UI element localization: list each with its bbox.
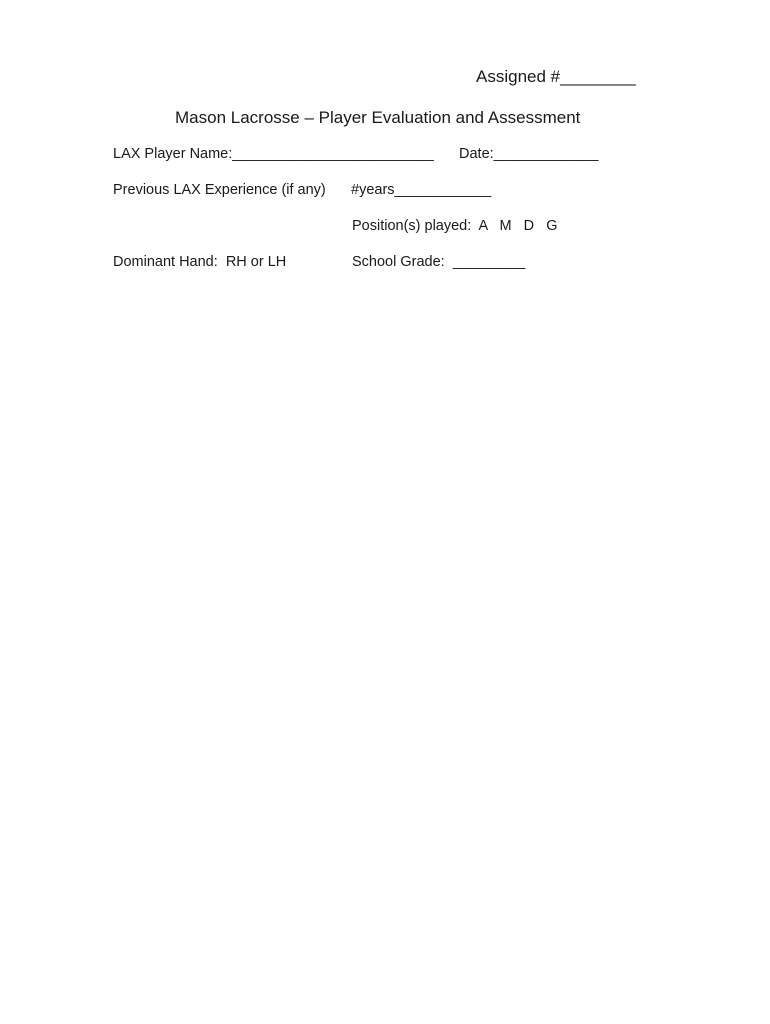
school-grade-field: School Grade: _________ bbox=[352, 254, 526, 270]
date-field: Date:_____________ bbox=[459, 146, 599, 162]
years-field: #years____________ bbox=[351, 182, 492, 198]
page-title: Mason Lacrosse – Player Evaluation and Assessment bbox=[175, 108, 581, 127]
player-name-field: LAX Player Name:_________________________ bbox=[113, 146, 434, 162]
positions-played-field: Position(s) played: A M D G bbox=[352, 218, 558, 234]
assigned-number: Assigned #________ bbox=[476, 67, 636, 86]
previous-experience-label: Previous LAX Experience (if any) bbox=[113, 182, 326, 198]
dominant-hand-field: Dominant Hand: RH or LH bbox=[113, 254, 287, 270]
